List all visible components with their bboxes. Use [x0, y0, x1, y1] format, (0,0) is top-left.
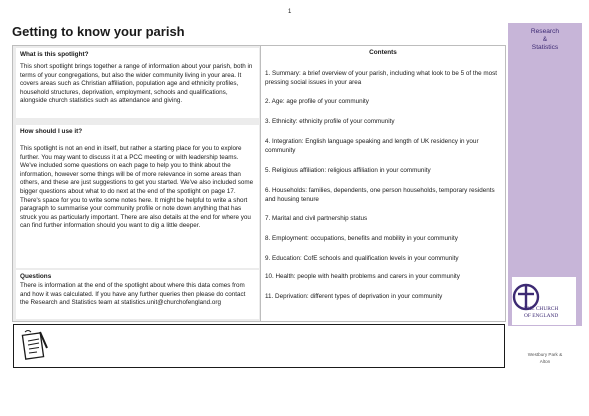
how-use-body: This spotlight is not an end in itself, but rather a starting place for you to explore further. You may want to discuss it at a PCC meeting or with leadership teams. We've included some questions on each page to help you to think about the information, however some things will be of more relevance in some areas than others, and these are just suggestions to get you started. We've also included some bigger questions about what to do next at the end of the spotlight on page 17. There's space for you to write some notes here. It might be helpful to write a short paragraph to summarise your community profile or note down anything that has struck you as particularly important. There are also details at the end for where you can find further information should you want to dig a little deeper. [20, 145, 254, 230]
contents-panel [260, 45, 506, 322]
contents-item-3: 3. Ethnicity: ethnicity profile of your community [265, 118, 395, 125]
contents-item-9: 9. Education: CofE schools and qualification levels in your community [265, 255, 459, 262]
contents-item-10: 10. Health: people with health problems and carers in your community [265, 273, 460, 280]
research-sidebar [508, 23, 582, 326]
contents-item-1: 1. Summary: a brief overview of your parish, including what look to be 5 of the most pressing social issues in your area [265, 70, 498, 86]
contents-item-8: 8. Employment: occupations, benefits and mobility in your community [265, 235, 458, 242]
what-is-section [16, 48, 259, 118]
notepad-pencil-icon [20, 328, 50, 362]
contents-item-5: 5. Religious affiliation: religious affiliation in your community [265, 167, 431, 174]
how-use-heading: How should I use it? [20, 128, 83, 135]
contents-item-4: 4. Integration: English language speaking and length of UK residency in your community [265, 138, 479, 154]
questions-section [16, 270, 259, 319]
how-use-section [16, 125, 259, 268]
research-statistics-label: Research & Statistics [530, 28, 560, 51]
contents-item-7: 7. Marital and civil partnership status [265, 215, 368, 222]
page-title: Getting to know your parish [12, 24, 185, 39]
contents-heading: Contents [369, 49, 397, 56]
church-of-england-logo [512, 277, 576, 325]
contents-item-6: 6. Households: families, dependents, one person households, temporary residents and housing tenure [265, 187, 495, 203]
contents-item-2: 2. Age: age profile of your community [265, 98, 369, 105]
questions-body: There is information at the end of the spotlight about where this data comes from and how it was calculated. If you have any further queries then please do contact the Research and Statistics team at statistics.unit@churchofengland.org [20, 282, 246, 307]
page-number: 1 [288, 9, 292, 15]
questions-heading: Questions [20, 273, 52, 280]
notes-area[interactable] [13, 324, 505, 368]
left-panel [12, 45, 263, 322]
contents-item-11: 11. Deprivation: different types of deprivation in your community [265, 293, 443, 300]
logo-text-1: THE CHURCH [524, 306, 559, 312]
parish-name-footer: Westbury Park & Alton [527, 352, 563, 364]
what-is-heading: What is this spotlight? [20, 51, 89, 58]
what-is-body: This short spotlight brings together a range of information about your parish, both in terms of your congregations, but also the wider community living in your area. It covers areas such as Christian affiliation, population age and ethnicity profiles, household structures, deprivation, employment, schools and qualifications, alongside church statistics such as attendance and giving. [20, 63, 253, 105]
logo-text-2: OF ENGLAND [524, 313, 559, 319]
